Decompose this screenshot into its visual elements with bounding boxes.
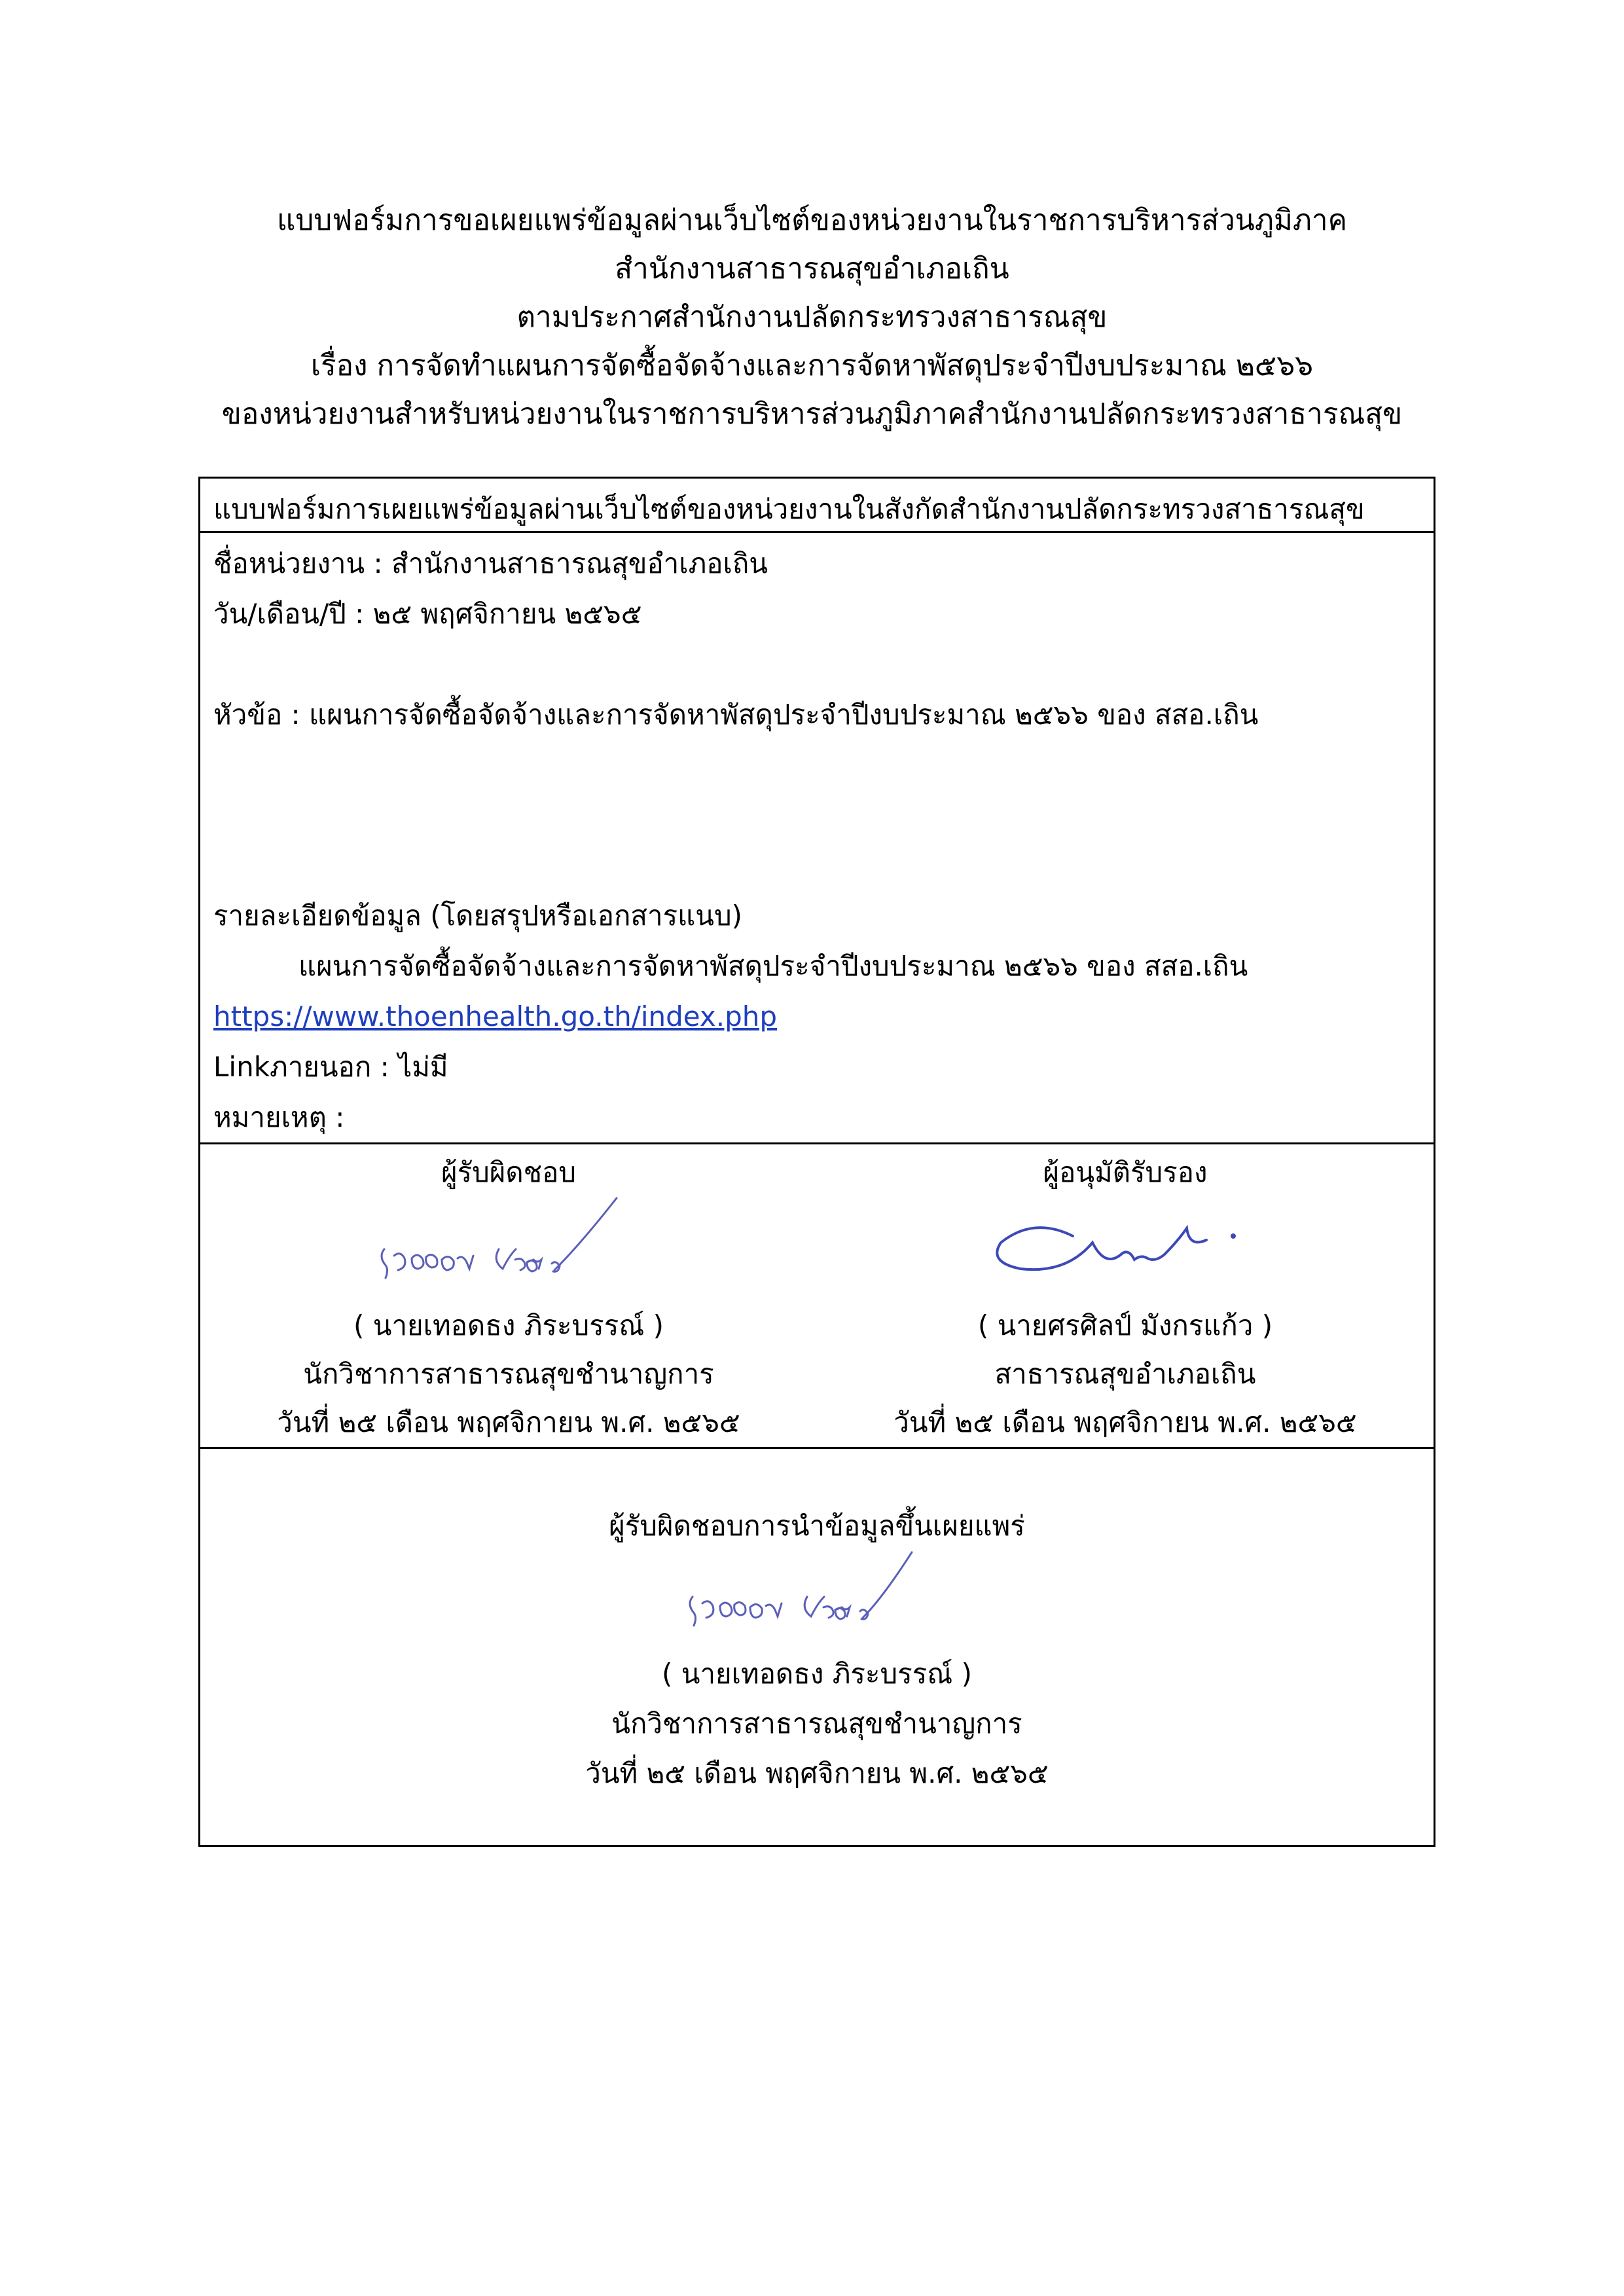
- signature-section: [200, 1144, 1435, 1448]
- external-link: Linkภายนอก : ไม่มี: [213, 1051, 448, 1083]
- responsible-name: ( นายเทอดธง ภิระบรรณ์ ): [353, 1309, 664, 1341]
- responsible-signature: [358, 1197, 659, 1308]
- form-details-section: [200, 532, 1435, 1144]
- approver-role: ผู้อนุมัติรับรอง: [1043, 1156, 1208, 1188]
- header-line-5: ของหน่วยงานสำหรับหน่วยงานในราชการบริหารส่วนภูมิภาคสำนักงานปลัดกระทรวงสาธารณสุข: [221, 397, 1403, 431]
- header-line-4: เรื่อง การจัดทำแผนการจัดซื้อจัดจ้างและการจัดหาพัสดุประจำปีงบประมาณ ๒๕๖๖: [310, 349, 1314, 382]
- header-line-1: แบบฟอร์มการขอเผยแพร่ข้อมูลผ่านเว็บไซต์ของหน่วยงานในราชการบริหารส่วนภูมิภาค: [276, 204, 1348, 237]
- publisher-role: ผู้รับผิดชอบการนำข้อมูลขึ้นเผยแพร่: [609, 1510, 1025, 1542]
- details-text: แผนการจัดซื้อจัดจ้างและการจัดหาพัสดุประจำปีงบประมาณ ๒๕๖๖ ของ สสอ.เถิน: [298, 950, 1248, 982]
- publisher-signature: [666, 1551, 967, 1656]
- approver-name: ( นายศรศิลป์ มังกรแก้ว ): [977, 1309, 1273, 1341]
- approver-date: วันที่ ๒๕ เดือน พฤศจิกายน พ.ศ. ๒๕๖๕: [893, 1406, 1357, 1438]
- document-header: [0, 196, 1624, 439]
- responsible-signer: [200, 1144, 817, 1447]
- form-date: วัน/เดือน/ปี : ๒๕ พฤศจิกายน ๒๕๖๕: [213, 598, 642, 630]
- details-label: รายละเอียดข้อมูล (โดยสรุปหรือเอกสารแนบ): [213, 900, 742, 932]
- publisher-section: [200, 1448, 1435, 1846]
- topic: หัวข้อ : แผนการจัดซื้อจัดจ้างและการจัดหาพัสดุประจำปีงบประมาณ ๒๕๖๖ ของ สสอ.เถิน: [213, 699, 1259, 731]
- form-title: แบบฟอร์มการเผยแพร่ข้อมูลผ่านเว็บไซต์ของหน่วยงานในสังกัดสำนักงานปลัดกระทรวงสาธารณสุข: [200, 478, 1435, 532]
- header-line-2: สำนักงานสาธารณสุขอำเภอเถิน: [615, 252, 1009, 285]
- approver-signer: [817, 1144, 1434, 1447]
- responsible-role: ผู้รับผิดชอบ: [441, 1156, 577, 1188]
- publisher-name: ( นายเทอดธง ภิระบรรณ์ ): [662, 1658, 972, 1690]
- publication-form: [198, 477, 1435, 1847]
- publisher-position: นักวิชาการสาธารณสุขชำนาญการ: [611, 1707, 1022, 1740]
- responsible-date: วันที่ ๒๕ เดือน พฤศจิกายน พ.ศ. ๒๕๖๕: [277, 1406, 740, 1438]
- approver-position: สาธารณสุขอำเภอเถิน: [994, 1358, 1256, 1390]
- approver-signature: [975, 1197, 1276, 1308]
- remark: หมายเหตุ :: [213, 1101, 345, 1133]
- responsible-position: นักวิชาการสาธารณสุขชำนาญการ: [303, 1358, 714, 1390]
- website-link[interactable]: https://www.thoenhealth.go.th/index.php: [213, 1000, 778, 1032]
- publisher-date: วันที่ ๒๕ เดือน พฤศจิกายน พ.ศ. ๒๕๖๕: [585, 1757, 1049, 1789]
- agency-name: ชื่อหน่วยงาน : สำนักงานสาธารณสุขอำเภอเถิน: [213, 547, 768, 579]
- header-line-3: ตามประกาศสำนักงานปลัดกระทรวงสาธารณสุข: [516, 301, 1108, 334]
